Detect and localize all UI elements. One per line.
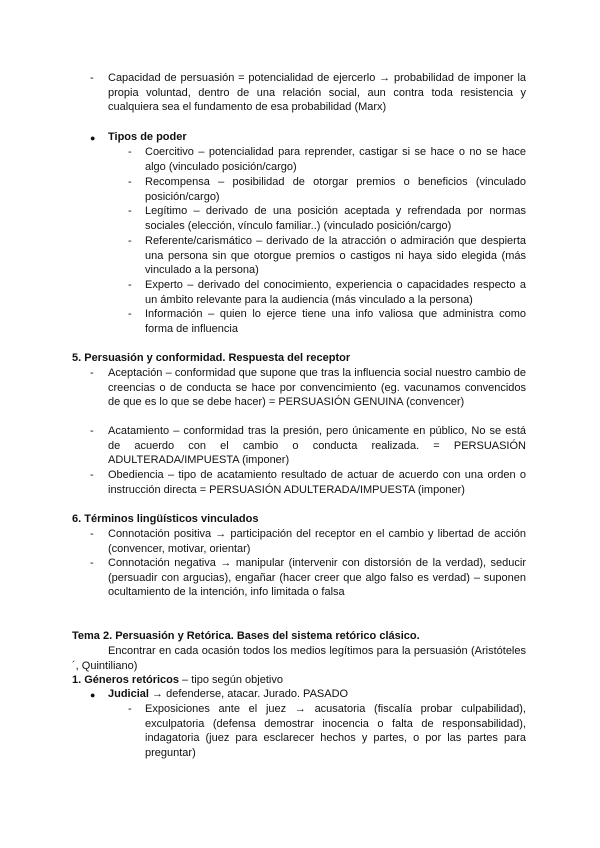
- list-marker: -: [128, 146, 132, 158]
- list-item-aceptacion: Aceptación – conformidad que supone que tras la influencia social nuestro cambio de creencias o de conducta se hace por convencimiento (eg. vacunamos convencidos de que es lo que se debe hacer) = PERSUASIÓN GENUINA (convencer): [108, 367, 526, 408]
- list-marker: -: [90, 425, 94, 437]
- judicial-rest: → defenderse, atacar. Jurado. PASADO: [148, 688, 349, 700]
- bullet-icon: ●: [90, 133, 96, 143]
- list-marker: -: [90, 528, 94, 540]
- list-marker: -: [128, 205, 132, 217]
- list-item-coercitivo: Coercitivo – potencialidad para reprender, castigar si se hace o no se hace algo (vinculado posición/cargo): [145, 146, 526, 173]
- list-item-experto: Experto – derivado del conocimiento, experiencia o capacidades respecto a un ámbito relevante para la audiencia (más vinculado a la persona): [145, 279, 526, 306]
- list-marker: -: [128, 703, 132, 715]
- generos-line: [72, 673, 283, 688]
- list-item-recompensa: Recompensa – posibilidad de otorgar premios o beneficios (vinculado posición/cargo): [145, 176, 526, 203]
- list-item-connotacion-positiva: Connotación positiva → participación del receptor en el cambio y libertad de acción (convencer, motivar, orientar): [108, 528, 526, 555]
- list-item-exposiciones: Exposiciones ante el juez → acusatoria (fiscalía probar culpabilidad), exculpatoria (defensa demostrar inocencia o falta de responsabilidad), indagatoria (juez para esclarecer hechos y partes, o por las partes para preguntar): [145, 703, 526, 759]
- section-5-heading: 5. Persuasión y conformidad. Respuesta del receptor: [72, 352, 351, 364]
- section-6-heading: 6. Términos lingüísticos vinculados: [72, 513, 259, 525]
- tema-2-heading: Tema 2. Persuasión y Retórica. Bases del sistema retórico clásico.: [72, 630, 420, 642]
- list-marker: -: [90, 367, 94, 379]
- list-marker: -: [90, 557, 94, 569]
- list-marker: -: [128, 176, 132, 188]
- list-marker: -: [128, 279, 132, 291]
- list-marker: -: [128, 308, 132, 320]
- judicial-line: [108, 687, 348, 702]
- list-marker: -: [128, 235, 132, 247]
- list-item-legitimo: Legítimo – derivado de una posición aceptada y refrendada por normas sociales (elección, vínculo familiar..) (vinculado posición/cargo): [145, 205, 526, 232]
- list-marker: -: [90, 72, 94, 84]
- bullet-icon: ●: [90, 690, 96, 700]
- generos-rest: – tipo según objetivo: [179, 674, 283, 686]
- tipos-poder-heading: Tipos de poder: [108, 131, 187, 143]
- list-item-obediencia: Obediencia – tipo de acatamiento resultado de actuar de acuerdo con una orden o instrucción directa = PERSUASIÓN ADULTERADA/IMPUESTA (imponer): [108, 469, 526, 496]
- list-item-acatamiento: Acatamiento – conformidad tras la presión, pero únicamente en público, No se está de acuerdo con el cambio o conducta realizada. = PERSUASIÓN ADULTERADA/IMPUESTA (imponer): [108, 425, 526, 466]
- list-marker: -: [90, 469, 94, 481]
- list-item-informacion: Información – quien lo ejerce tiene una info valiosa que administra como forma de influencia: [145, 308, 526, 335]
- list-item-referente: Referente/carismático – derivado de la atracción o admiración que despierta una persona sin que otorgue premios o castigos ni haya sido elegida (más vinculado a la persona): [145, 235, 526, 276]
- list-item-connotacion-negativa: Connotación negativa → manipular (intervenir con distorsión de la verdad), seducir (persuadir con argucias), engañar (hacer creer que algo falso es verdad) – suponen ocultamiento de la intención, info limitada o falsa: [108, 557, 526, 598]
- judicial-label: Judicial: [108, 688, 149, 700]
- intro-item-text: Capacidad de persuasión = potencialidad de ejercerlo → probabilidad de imponer la propia voluntad, dentro de una relación social, aun contra toda resistencia y cualquiera sea el fundamento de esa probabilidad (Marx): [108, 72, 526, 113]
- generos-label: 1. Géneros retóricos: [72, 674, 179, 686]
- tema-2-intro: Encontrar en cada ocasión todos los medios legítimos para la persuasión (Aristóteles´, Quintiliano): [72, 645, 526, 672]
